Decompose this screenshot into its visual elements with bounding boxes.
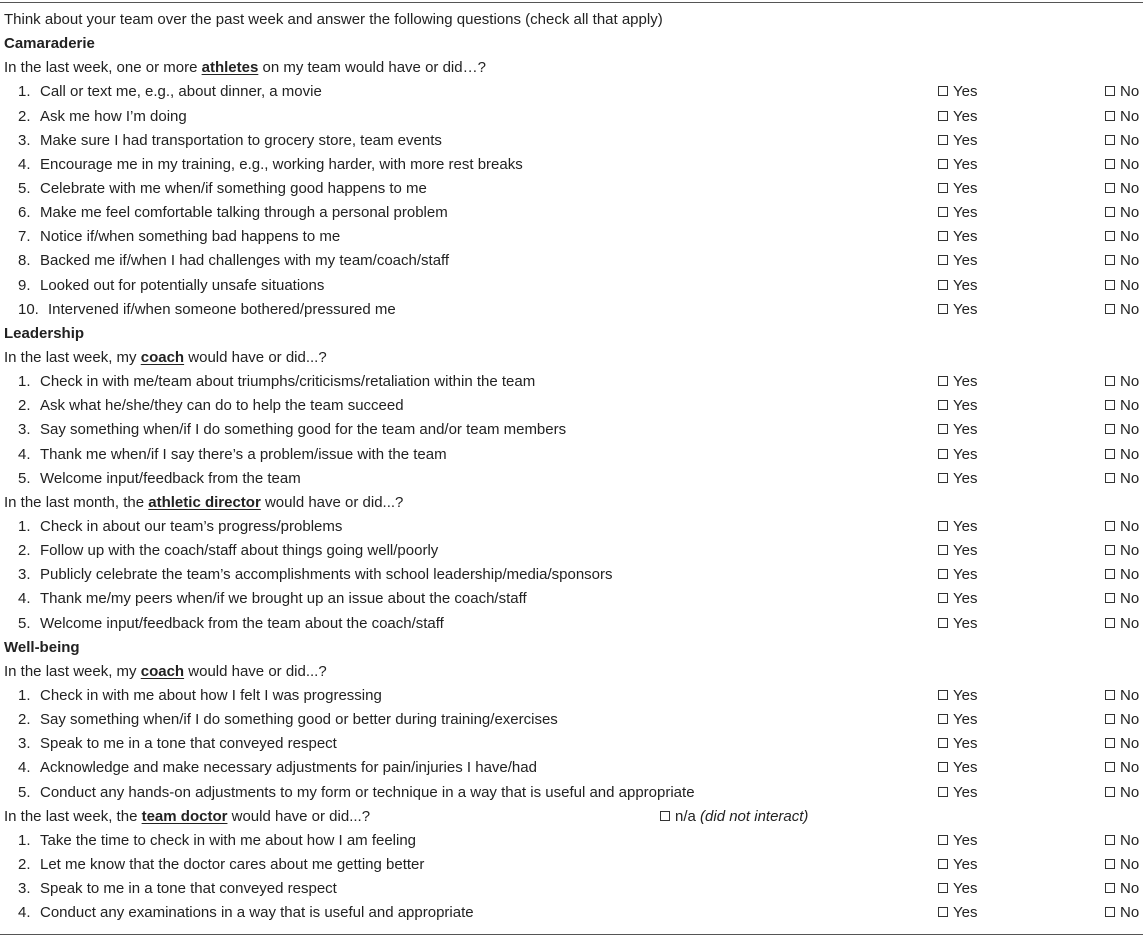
checkbox-box[interactable]	[938, 883, 948, 893]
yes-checkbox[interactable]	[938, 467, 977, 491]
question-prompt	[0, 491, 1143, 515]
checkbox-label: Yes	[953, 904, 978, 922]
checkbox-box[interactable]	[1105, 376, 1115, 386]
no-checkbox[interactable]	[1105, 877, 1139, 901]
checkbox-box[interactable]	[1105, 787, 1115, 797]
yes-checkbox[interactable]	[938, 829, 977, 853]
checkbox-box[interactable]	[1105, 738, 1115, 748]
checkbox-label: No	[1120, 831, 1140, 849]
item-number: 7.	[18, 228, 31, 246]
checkbox-box[interactable]	[938, 207, 948, 217]
question-row	[0, 201, 1143, 225]
yes-checkbox[interactable]	[938, 153, 977, 177]
checkbox-label: Yes	[953, 711, 978, 729]
checkbox-box[interactable]	[938, 231, 948, 241]
yes-checkbox[interactable]	[938, 394, 977, 418]
item-number: 4.	[18, 445, 31, 463]
no-checkbox[interactable]	[1105, 732, 1139, 756]
checkbox-box[interactable]	[1105, 207, 1115, 217]
yes-checkbox[interactable]	[938, 177, 977, 201]
prompt-tail: would have or did...?	[188, 662, 327, 680]
yes-checkbox[interactable]	[938, 563, 977, 587]
checkbox-label: No	[1120, 445, 1140, 463]
item-number: 2.	[18, 397, 31, 415]
no-checkbox[interactable]	[1105, 394, 1139, 418]
yes-checkbox[interactable]	[938, 370, 977, 394]
survey-intro: Think about your team over the past week and answer the following questions (check all that apply)	[4, 11, 663, 28]
checkbox-label: No	[1120, 252, 1140, 270]
checkbox-label: No	[1120, 566, 1140, 584]
question-row	[0, 298, 1143, 322]
question-row	[0, 756, 1143, 780]
item-text: Ask me how I’m doing	[40, 107, 187, 125]
item-text: Call or text me, e.g., about dinner, a movie	[40, 83, 322, 101]
yes-checkbox[interactable]	[938, 274, 977, 298]
checkbox-label: No	[1120, 155, 1140, 173]
checkbox-label: No	[1120, 373, 1140, 391]
no-checkbox[interactable]	[1105, 853, 1139, 877]
checkbox-box[interactable]	[938, 738, 948, 748]
checkbox-label: Yes	[953, 542, 978, 560]
no-checkbox[interactable]	[1105, 225, 1139, 249]
item-text: Check in with me about how I felt I was progressing	[40, 686, 382, 704]
checkbox-box[interactable]	[1105, 231, 1115, 241]
checkbox-box[interactable]	[938, 376, 948, 386]
item-text: Let me know that the doctor cares about me getting better	[40, 855, 425, 873]
checkbox-box[interactable]	[938, 593, 948, 603]
prompt-lead: In the last week, my	[4, 348, 137, 366]
yes-checkbox[interactable]	[938, 105, 977, 129]
item-number: 8.	[18, 252, 31, 270]
checkbox-box[interactable]	[1105, 859, 1115, 869]
item-number: 5.	[18, 614, 31, 632]
section-title: Well-being	[4, 638, 80, 656]
yes-checkbox[interactable]	[938, 418, 977, 442]
section-title: Leadership	[4, 324, 85, 342]
checkbox-label: No	[1120, 711, 1140, 729]
item-text: Conduct any examinations in a way that is useful and appropriate	[40, 904, 474, 922]
no-checkbox[interactable]	[1105, 901, 1139, 925]
item-text: Backed me if/when I had challenges with my team/coach/staff	[40, 252, 450, 270]
checkbox-label: Yes	[953, 880, 978, 898]
prompt-lead: In the last week, one or more	[4, 59, 198, 77]
no-checkbox[interactable]	[1105, 80, 1139, 104]
question-row	[0, 539, 1143, 563]
question-row	[0, 274, 1143, 298]
bottom-rule	[0, 934, 1143, 935]
checkbox-label: No	[1120, 783, 1140, 801]
checkbox-box[interactable]	[1105, 255, 1115, 265]
checkbox-box[interactable]	[938, 545, 948, 555]
checkbox-label: Yes	[953, 590, 978, 608]
no-checkbox[interactable]	[1105, 467, 1139, 491]
prompt-subject: coach	[140, 348, 185, 366]
yes-checkbox[interactable]	[938, 249, 977, 273]
item-number: 2.	[18, 542, 31, 560]
checkbox-box[interactable]	[1105, 400, 1115, 410]
checkbox-box[interactable]	[1105, 569, 1115, 579]
no-checkbox[interactable]	[1105, 587, 1139, 611]
checkbox-label: Yes	[953, 421, 978, 439]
checkbox-box[interactable]	[938, 183, 948, 193]
question-row	[0, 781, 1143, 805]
question-row	[0, 877, 1143, 901]
item-text: Ask what he/she/they can do to help the team succeed	[40, 397, 404, 415]
checkbox-label: Yes	[953, 469, 978, 487]
checkbox-box[interactable]	[1105, 473, 1115, 483]
item-text: Thank me when/if I say there’s a problem/issue with the team	[40, 445, 447, 463]
checkbox-label: No	[1120, 300, 1140, 318]
prompt-lead: In the last month, the	[4, 493, 145, 511]
checkbox-label: No	[1120, 880, 1140, 898]
item-text: Check in about our team’s progress/problems	[40, 517, 343, 535]
item-number: 3.	[18, 880, 31, 898]
question-row	[0, 249, 1143, 273]
prompt-subject: coach	[140, 662, 185, 680]
item-text: Speak to me in a tone that conveyed respect	[40, 880, 337, 898]
checkbox-label: No	[1120, 276, 1140, 294]
yes-checkbox[interactable]	[938, 539, 977, 563]
checkbox-box[interactable]	[938, 521, 948, 531]
item-text: Say something when/if I do something good for the team and/or team members	[40, 421, 567, 439]
checkbox-label: Yes	[953, 83, 978, 101]
checkbox-label: No	[1120, 421, 1140, 439]
checkbox-box[interactable]	[1105, 835, 1115, 845]
item-number: 5.	[18, 179, 31, 197]
item-text: Check in with me/team about triumphs/criticisms/retaliation within the team	[40, 373, 536, 391]
survey-table	[0, 8, 1143, 925]
checkbox-label: Yes	[953, 783, 978, 801]
checkbox-label: Yes	[953, 831, 978, 849]
no-checkbox[interactable]	[1105, 177, 1139, 201]
checkbox-box[interactable]	[938, 569, 948, 579]
checkbox-label: Yes	[953, 179, 978, 197]
checkbox-box[interactable]	[938, 690, 948, 700]
question-prompt	[0, 805, 1143, 829]
yes-checkbox[interactable]	[938, 129, 977, 153]
no-checkbox[interactable]	[1105, 781, 1139, 805]
item-text: Intervened if/when someone bothered/pressured me	[48, 300, 396, 318]
checkbox-box[interactable]	[938, 618, 948, 628]
item-text: Take the time to check in with me about how I am feeling	[40, 831, 417, 849]
item-number: 3.	[18, 566, 31, 584]
yes-checkbox[interactable]	[938, 708, 977, 732]
no-checkbox[interactable]	[1105, 612, 1139, 636]
checkbox-box[interactable]	[1105, 449, 1115, 459]
no-checkbox[interactable]	[1105, 443, 1139, 467]
yes-checkbox[interactable]	[938, 612, 977, 636]
checkbox-box[interactable]	[1105, 593, 1115, 603]
checkbox-box[interactable]	[1105, 618, 1115, 628]
question-row	[0, 394, 1143, 418]
question-row	[0, 129, 1143, 153]
question-row	[0, 467, 1143, 491]
item-text: Conduct any hands-on adjustments to my form or technique in a way that is useful and appropriate	[40, 783, 695, 801]
item-number: 9.	[18, 276, 31, 294]
yes-checkbox[interactable]	[938, 853, 977, 877]
checkbox-box[interactable]	[1105, 907, 1115, 917]
item-text: Encourage me in my training, e.g., working harder, with more rest breaks	[40, 155, 523, 173]
yes-checkbox[interactable]	[938, 877, 977, 901]
item-number: 4.	[18, 904, 31, 922]
checkbox-label: Yes	[953, 107, 978, 125]
no-checkbox[interactable]	[1105, 105, 1139, 129]
checkbox-label: No	[1120, 228, 1140, 246]
checkbox-label: No	[1120, 735, 1140, 753]
checkbox-box[interactable]	[938, 859, 948, 869]
checkbox-label: No	[1120, 614, 1140, 632]
checkbox-label: Yes	[953, 373, 978, 391]
item-text: Publicly celebrate the team’s accomplishments with school leadership/media/sponsors	[40, 566, 613, 584]
checkbox-label: No	[1120, 397, 1140, 415]
checkbox-box[interactable]	[938, 424, 948, 434]
item-text: Looked out for potentially unsafe situations	[40, 276, 325, 294]
checkbox-label: No	[1120, 107, 1140, 125]
no-checkbox[interactable]	[1105, 829, 1139, 853]
checkbox-label: Yes	[953, 855, 978, 873]
yes-checkbox[interactable]	[938, 587, 977, 611]
prompt-subject: athletes	[201, 59, 259, 77]
checkbox-label: Yes	[953, 252, 978, 270]
no-checkbox[interactable]	[1105, 684, 1139, 708]
question-prompt	[0, 56, 1143, 80]
checkbox-label: No	[1120, 759, 1140, 777]
checkbox-box[interactable]	[938, 473, 948, 483]
question-row	[0, 829, 1143, 853]
checkbox-label: No	[1120, 179, 1140, 197]
item-text: Say something when/if I do something good or better during training/exercises	[40, 711, 558, 729]
item-number: 3.	[18, 421, 31, 439]
prompt-tail: on my team would have or did…?	[262, 59, 486, 77]
question-row	[0, 853, 1143, 877]
question-row	[0, 732, 1143, 756]
checkbox-box[interactable]	[938, 86, 948, 96]
checkbox-label: Yes	[953, 445, 978, 463]
checkbox-box[interactable]	[938, 304, 948, 314]
checkbox-label: Yes	[953, 759, 978, 777]
checkbox-label: Yes	[953, 566, 978, 584]
prompt-tail: would have or did...?	[264, 493, 404, 511]
checkbox-box[interactable]	[1105, 762, 1115, 772]
no-checkbox[interactable]	[1105, 418, 1139, 442]
checkbox-box[interactable]	[1105, 883, 1115, 893]
checkbox-label: Yes	[953, 397, 978, 415]
item-number: 1.	[18, 517, 31, 535]
checkbox-box[interactable]	[938, 762, 948, 772]
yes-checkbox[interactable]	[938, 80, 977, 104]
no-checkbox[interactable]	[1105, 274, 1139, 298]
prompt-lead: In the last week, the	[4, 807, 138, 825]
prompt-lead: In the last week, my	[4, 662, 137, 680]
checkbox-box[interactable]	[1105, 690, 1115, 700]
checkbox-label: No	[1120, 83, 1140, 101]
checkbox-label: Yes	[953, 131, 978, 149]
section-title: Camaraderie	[4, 35, 95, 53]
question-row	[0, 587, 1143, 611]
checkbox-box[interactable]	[938, 400, 948, 410]
question-row	[0, 370, 1143, 394]
yes-checkbox[interactable]	[938, 201, 977, 225]
item-number: 4.	[18, 155, 31, 173]
question-row	[0, 612, 1143, 636]
item-number: 6.	[18, 204, 31, 222]
item-number: 4.	[18, 590, 31, 608]
checkbox-label: No	[1120, 204, 1140, 222]
no-checkbox[interactable]	[1105, 298, 1139, 322]
question-row	[0, 177, 1143, 201]
item-text: Welcome input/feedback from the team about the coach/staff	[40, 614, 444, 632]
item-number: 3.	[18, 735, 31, 753]
checkbox-box[interactable]	[938, 159, 948, 169]
checkbox-label: Yes	[953, 686, 978, 704]
yes-checkbox[interactable]	[938, 298, 977, 322]
checkbox-box[interactable]	[1105, 714, 1115, 724]
question-row	[0, 153, 1143, 177]
no-checkbox[interactable]	[1105, 756, 1139, 780]
item-number: 2.	[18, 107, 31, 125]
prompt-subject: athletic director	[148, 493, 261, 511]
question-row	[0, 105, 1143, 129]
checkbox-box[interactable]	[938, 280, 948, 290]
question-row	[0, 418, 1143, 442]
na-label: n/a	[675, 807, 696, 825]
checkbox-label: No	[1120, 517, 1140, 535]
checkbox-label: Yes	[953, 276, 978, 294]
yes-checkbox[interactable]	[938, 225, 977, 249]
item-number: 1.	[18, 831, 31, 849]
yes-checkbox[interactable]	[938, 443, 977, 467]
no-checkbox[interactable]	[1105, 249, 1139, 273]
checkbox-box[interactable]	[1105, 424, 1115, 434]
checkbox-box[interactable]	[938, 787, 948, 797]
item-text: Acknowledge and make necessary adjustments for pain/injuries I have/had	[40, 759, 537, 777]
item-number: 5.	[18, 469, 31, 487]
no-checkbox[interactable]	[1105, 515, 1139, 539]
checkbox-box[interactable]	[938, 835, 948, 845]
no-checkbox[interactable]	[1105, 539, 1139, 563]
checkbox-box[interactable]	[660, 811, 670, 821]
na-note: (did not interact)	[700, 807, 809, 825]
checkbox-box[interactable]	[938, 255, 948, 265]
checkbox-box[interactable]	[1105, 183, 1115, 193]
checkbox-label: No	[1120, 904, 1140, 922]
question-row	[0, 443, 1143, 467]
no-checkbox[interactable]	[1105, 370, 1139, 394]
item-text: Make me feel comfortable talking through a personal problem	[40, 204, 448, 222]
prompt-tail: would have or did...?	[188, 348, 327, 366]
checkbox-label: Yes	[953, 735, 978, 753]
no-checkbox[interactable]	[1105, 708, 1139, 732]
checkbox-box[interactable]	[1105, 280, 1115, 290]
item-number: 10.	[18, 300, 39, 318]
item-text: Thank me/my peers when/if we brought up an issue about the coach/staff	[40, 590, 527, 608]
yes-checkbox[interactable]	[938, 901, 977, 925]
checkbox-label: No	[1120, 590, 1140, 608]
question-row	[0, 901, 1143, 925]
prompt-subject: team doctor	[141, 807, 228, 825]
item-number: 1.	[18, 83, 31, 101]
yes-checkbox[interactable]	[938, 781, 977, 805]
question-row	[0, 80, 1143, 104]
checkbox-box[interactable]	[1105, 304, 1115, 314]
yes-checkbox[interactable]	[938, 684, 977, 708]
item-number: 2.	[18, 855, 31, 873]
prompt-tail: would have or did...?	[231, 807, 371, 825]
checkbox-box[interactable]	[938, 449, 948, 459]
item-number: 3.	[18, 131, 31, 149]
checkbox-box[interactable]	[938, 135, 948, 145]
item-number: 1.	[18, 373, 31, 391]
checkbox-box[interactable]	[1105, 86, 1115, 96]
item-text: Notice if/when something bad happens to me	[40, 228, 341, 246]
item-text: Welcome input/feedback from the team	[40, 469, 301, 487]
checkbox-label: Yes	[953, 155, 978, 173]
question-prompt	[0, 660, 1143, 684]
checkbox-box[interactable]	[1105, 111, 1115, 121]
checkbox-box[interactable]	[938, 111, 948, 121]
no-checkbox[interactable]	[1105, 153, 1139, 177]
item-text: Make sure I had transportation to grocery store, team events	[40, 131, 442, 149]
checkbox-box[interactable]	[938, 714, 948, 724]
top-rule	[0, 2, 1143, 3]
item-number: 5.	[18, 783, 31, 801]
no-checkbox[interactable]	[1105, 129, 1139, 153]
question-row	[0, 708, 1143, 732]
question-row	[0, 515, 1143, 539]
no-checkbox[interactable]	[1105, 563, 1139, 587]
checkbox-box[interactable]	[1105, 159, 1115, 169]
item-number: 2.	[18, 711, 31, 729]
question-prompt	[0, 346, 1143, 370]
yes-checkbox[interactable]	[938, 732, 977, 756]
checkbox-label: Yes	[953, 614, 978, 632]
question-row	[0, 225, 1143, 249]
checkbox-box[interactable]	[1105, 521, 1115, 531]
item-text: Speak to me in a tone that conveyed respect	[40, 735, 337, 753]
checkbox-label: No	[1120, 686, 1140, 704]
checkbox-label: Yes	[953, 228, 978, 246]
na-checkbox[interactable]	[660, 805, 808, 829]
checkbox-label: Yes	[953, 517, 978, 535]
yes-checkbox[interactable]	[938, 756, 977, 780]
checkbox-box[interactable]	[1105, 545, 1115, 555]
question-row	[0, 563, 1143, 587]
checkbox-box[interactable]	[1105, 135, 1115, 145]
item-number: 4.	[18, 759, 31, 777]
checkbox-box[interactable]	[938, 907, 948, 917]
checkbox-label: No	[1120, 542, 1140, 560]
checkbox-label: No	[1120, 469, 1140, 487]
checkbox-label: Yes	[953, 300, 978, 318]
question-row	[0, 684, 1143, 708]
checkbox-label: No	[1120, 855, 1140, 873]
checkbox-label: No	[1120, 131, 1140, 149]
checkbox-label: Yes	[953, 204, 978, 222]
no-checkbox[interactable]	[1105, 201, 1139, 225]
item-text: Celebrate with me when/if something good happens to me	[40, 179, 427, 197]
item-text: Follow up with the coach/staff about things going well/poorly	[40, 542, 439, 560]
item-number: 1.	[18, 686, 31, 704]
yes-checkbox[interactable]	[938, 515, 977, 539]
